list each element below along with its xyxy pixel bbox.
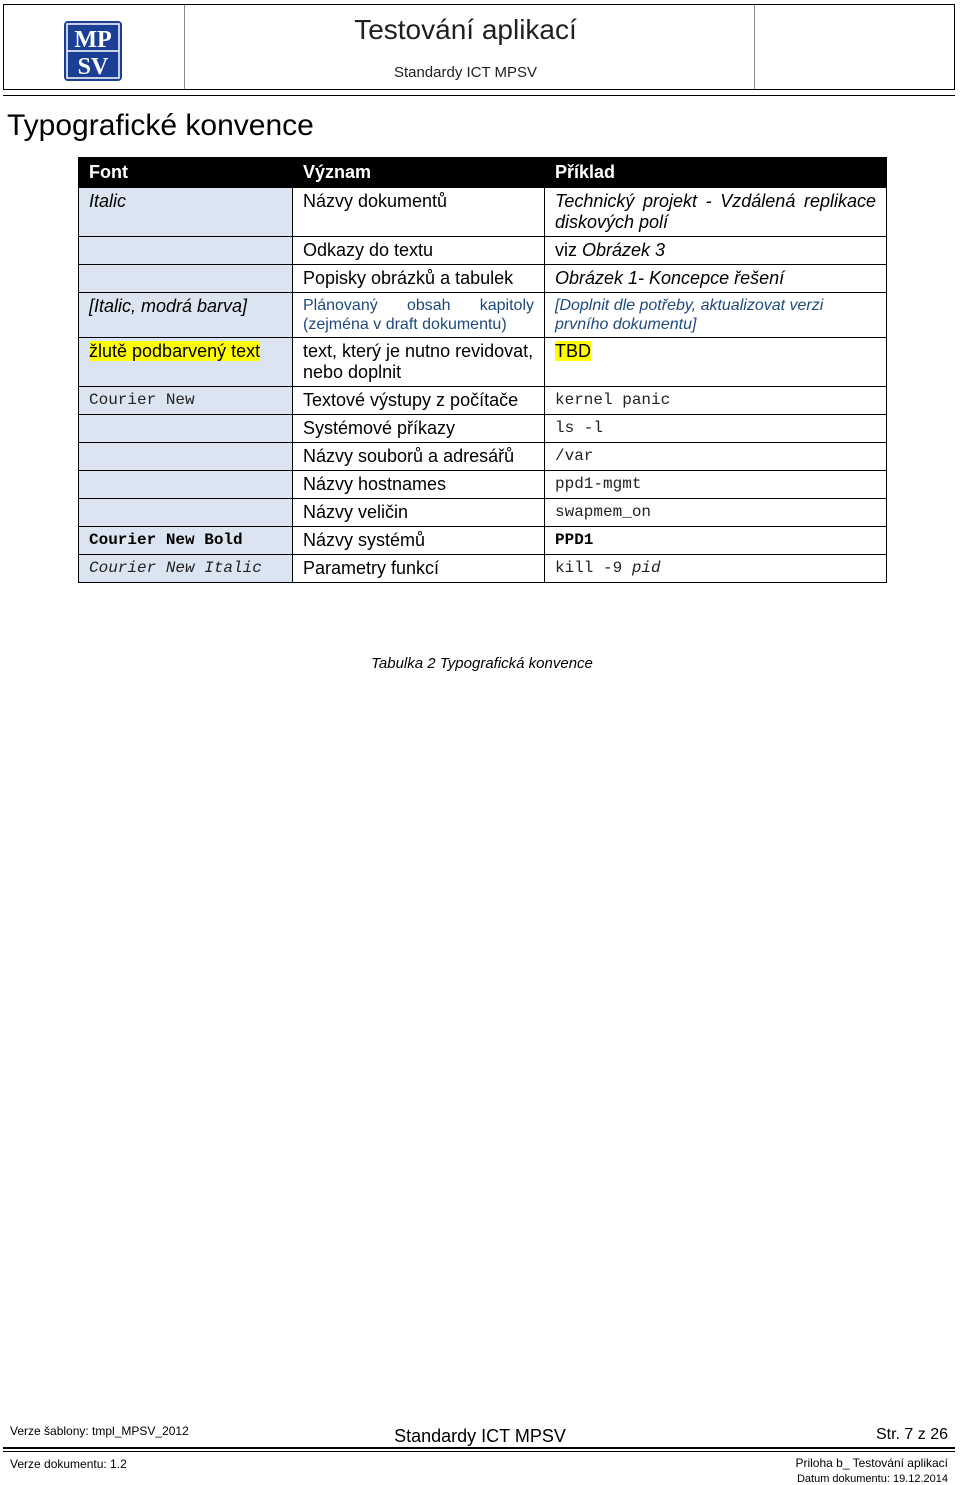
table-row — [79, 471, 887, 499]
font-cell — [79, 338, 293, 387]
table-row — [79, 443, 887, 471]
typography-table — [78, 157, 887, 583]
example-cell: Technický projekt - Vzdálená replikace diskových polí — [545, 188, 887, 237]
template-version: Verze šablony: tmpl_MPSV_2012 — [10, 1424, 189, 1438]
example-parameter: pid — [631, 559, 661, 577]
logo-text-bottom: SV — [77, 54, 109, 80]
table-caption: Tabulka 2 Typografická konvence — [371, 655, 593, 672]
section-heading: Typografické konvence — [7, 109, 314, 142]
header-right-divider — [754, 5, 755, 89]
document-subtitle: Standardy ICT MPSV — [393, 64, 538, 81]
meaning-cell: Textové výstupy z počítače — [293, 387, 545, 415]
table-row — [79, 265, 887, 293]
table-row — [79, 499, 887, 527]
example-italic: Obrázek 3 — [582, 240, 666, 260]
example-cell — [545, 338, 887, 387]
table-row — [79, 527, 887, 555]
logo-text-top: MP — [74, 27, 112, 53]
document-name: Priloha b_ Testování aplikací — [795, 1456, 948, 1470]
page-number: Str. 7 z 26 — [875, 1426, 948, 1443]
example-cell — [545, 293, 887, 338]
mpsv-logo — [64, 21, 122, 81]
example-cell — [545, 237, 887, 265]
font-cell — [79, 471, 293, 499]
footer-divider — [3, 1447, 955, 1449]
column-header-example: Příklad — [545, 158, 887, 188]
tbd-marker: TBD — [555, 341, 591, 361]
header-logo-cell — [4, 5, 185, 89]
meaning-cell: Systémové příkazy — [293, 415, 545, 443]
table-row — [79, 555, 887, 583]
font-cell — [79, 499, 293, 527]
font-cell: Italic — [79, 188, 293, 237]
example-cell: Obrázek 1- Koncepce řešení — [545, 265, 887, 293]
example-cell: kernel panic — [545, 387, 887, 415]
column-header-meaning: Význam — [293, 158, 545, 188]
meaning-cell: Odkazy do textu — [293, 237, 545, 265]
planned-content-note: Plánovaný obsah kapitoly (zejména v draft dokumentu) — [303, 297, 534, 333]
font-cell — [79, 237, 293, 265]
table-row — [79, 188, 887, 237]
footer-divider-thin — [3, 1451, 955, 1452]
meaning-cell: text, který je nutno revidovat, nebo doplnit — [293, 338, 545, 387]
meaning-cell — [293, 293, 545, 338]
footer-center-title: Standardy ICT MPSV — [394, 1426, 566, 1446]
font-cell: Courier New Italic — [79, 555, 293, 583]
meaning-cell: Názvy dokumentů — [293, 188, 545, 237]
example-cell: ls -l — [545, 415, 887, 443]
table-row — [79, 415, 887, 443]
example-cell: ppd1-mgmt — [545, 471, 887, 499]
font-cell: Courier New — [79, 387, 293, 415]
font-cell: [Italic, modrá barva] — [79, 293, 293, 338]
document-version: Verze dokumentu: 1.2 — [10, 1457, 127, 1471]
table-row — [79, 237, 887, 265]
table-header-row — [79, 158, 887, 188]
meaning-cell: Popisky obrázků a tabulek — [293, 265, 545, 293]
meaning-cell: Názvy systémů — [293, 527, 545, 555]
meaning-cell: Parametry funkcí — [293, 555, 545, 583]
font-cell: Courier New Bold — [79, 527, 293, 555]
table-row — [79, 387, 887, 415]
example-prefix: viz — [555, 240, 582, 260]
font-cell — [79, 443, 293, 471]
meaning-cell: Názvy veličin — [293, 499, 545, 527]
table-row — [79, 338, 887, 387]
document-title: Testování aplikací — [354, 14, 577, 45]
document-date: Datum dokumentu: 19.12.2014 — [796, 1473, 948, 1485]
example-cell — [545, 555, 887, 583]
planned-content-example: [Doplnit dle potřeby, aktualizovat verzi prvního dokumentu] — [555, 297, 824, 333]
meaning-cell: Názvy hostnames — [293, 471, 545, 499]
example-command: kill -9 — [555, 559, 632, 577]
highlighted-text: žlutě podbarvený text — [89, 341, 261, 361]
example-cell: PPD1 — [545, 527, 887, 555]
example-cell: /var — [545, 443, 887, 471]
column-header-font: Font — [79, 158, 293, 188]
header-divider — [3, 95, 955, 96]
example-cell: swapmem_on — [545, 499, 887, 527]
font-cell — [79, 415, 293, 443]
meaning-cell: Názvy souborů a adresářů — [293, 443, 545, 471]
table-row — [79, 293, 887, 338]
font-cell — [79, 265, 293, 293]
